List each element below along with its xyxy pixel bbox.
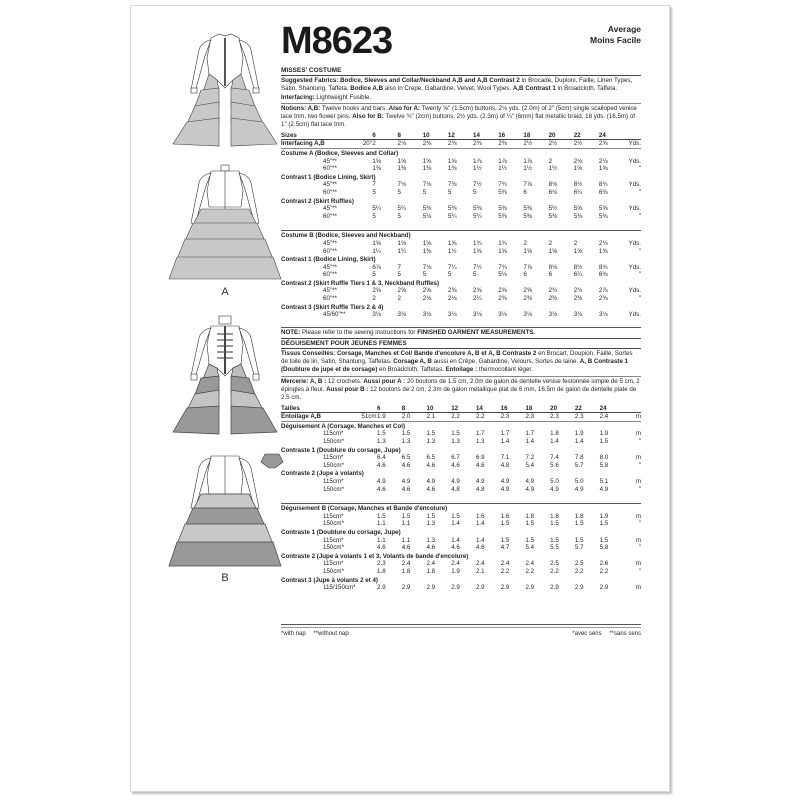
view-b-back-illustration <box>161 446 289 576</box>
size-column-header: 6 <box>377 404 402 413</box>
size-column-header: 10 <box>423 131 448 140</box>
yardage-row: 45"** 6⅞ 7 7⅛ 7¼ 7½ 7¾ 7⅞ 8⅛ 8½ 8¾ Yds. <box>323 263 641 271</box>
interfacing-row: Entoilage A,B 51cm 1.9 2.0 2.1 2.2 2.2 2.3 2.3 2.3 2.3 2.4 m <box>281 413 641 421</box>
nap-legend <box>281 631 641 637</box>
yardage-row: 115cm* 1.1 1.1 1.3 1.4 1.4 1.5 1.5 1.5 1.5 1.5 m <box>323 536 641 544</box>
fabric-group-title: Contraste 2 (Jupe à volants 1 et 3, Volants de bande d'encolure) <box>281 552 469 560</box>
yardage-row: 60"** 1⅜ 1⅜ 1⅜ 1⅜ 1½ 1½ 1½ 1½ 1⅝ 1⅝ " <box>323 165 641 173</box>
difficulty-rating <box>590 24 641 46</box>
yardage-row: 115cm* 1.5 1.5 1.5 1.5 1.7 1.7 1.7 1.8 1.9 1.9 m <box>323 430 641 438</box>
yardage-row: 150cm* 4.6 4.6 4.6 4.8 4.8 4.9 4.9 4.9 4.9 4.9 " <box>323 485 641 493</box>
size-column-header: 8 <box>402 404 427 413</box>
size-column-header: 12 <box>451 404 476 413</box>
french-yardage-table <box>281 404 641 592</box>
view-divider <box>281 493 641 504</box>
difficulty-en: Average <box>607 24 641 34</box>
fabric-group-title: Contrast 2 (Skirt Ruffle Tiers 1 & 3, Neckband Ruffles) <box>281 279 440 287</box>
pattern-number: M8623 <box>281 20 393 62</box>
with-nap-fr: *avec sens <box>572 630 602 637</box>
without-nap-fr: **sans sens <box>609 630 641 637</box>
size-column-header: 20 <box>550 404 575 413</box>
size-column-header: 20 <box>549 131 574 140</box>
yardage-row: 60"** 1¼ 1¼ 1⅜ 1½ 1⅝ 1⅝ 1⅝ 1⅝ 1⅝ 1⅝ " <box>323 247 641 255</box>
yardage-row: 150cm* 4.6 4.6 4.6 4.6 4.6 4.8 5.4 5.6 5.7 5.8 " <box>323 461 641 469</box>
size-column-header: 14 <box>476 404 501 413</box>
sizes-header-row: Sizes 6 8 10 12 14 16 18 20 22 24 <box>281 131 641 140</box>
size-column-header: 12 <box>448 131 473 140</box>
yardage-row: 115/150cm* 2.9 2.9 2.9 2.9 2.9 2.9 2.9 2.9 2.9 2.9 m <box>323 584 641 592</box>
neckband-detail-icon <box>261 454 283 468</box>
view-b-label: B <box>221 572 229 584</box>
fabric-group-title: Contrast 1 (Bodice Lining, Skirt) <box>281 256 376 264</box>
size-column-header: 14 <box>473 131 498 140</box>
english-section-title: MISSES' COSTUME <box>281 67 641 76</box>
fabric-group-title: Contraste 1 (Doublure du corsage, Jupe) <box>281 528 401 536</box>
yardage-row: 45"** 7 7⅛ 7⅛ 7⅜ 7½ 7¾ 7⅞ 8⅛ 8½ 8¾ Yds. <box>323 181 641 189</box>
view-b-front-illustration <box>161 314 289 439</box>
english-suggested-fabrics: Suggested Fabrics: Bodice, Sleeves and Collar/Neckband A,B and A,B Contrast 2 in Brocade, Dupioni, Faille, Linen Types, Satin, Shantung, Taffeta. Bodice A,B also in Crepe, Gabardine, Velvet, Wool Types. A,B Contrast 1 in Broadcloth, Taffeta. Interfacing: Lightweight Fusible. <box>281 76 641 104</box>
size-column-header: 22 <box>575 404 600 413</box>
yardage-row: 115cm* 2.3 2.4 2.4 2.4 2.4 2.4 2.4 2.5 2.5 2.6 m <box>323 560 641 568</box>
yardage-row: 150cm* 4.6 4.6 4.6 4.6 4.6 4.7 5.4 5.5 5.7 5.8 " <box>323 544 641 552</box>
yardage-row: 45"** 5¼ 5¼ 5⅜ 5⅜ 5⅜ 5⅜ 5⅜ 5½ 5⅝ 5⅝ Yds. <box>323 205 641 213</box>
size-column-header: 16 <box>501 404 526 413</box>
size-column-header: 10 <box>427 404 452 413</box>
french-section-title: DÉGUISEMENT POUR JEUNES FEMMES <box>281 340 641 349</box>
size-column-header: 22 <box>574 131 599 140</box>
sizes-header-row: Tailles 6 8 10 12 14 16 18 20 22 24 <box>281 404 641 413</box>
fabric-group-title: Costume A (Bodice, Sleeves and Collar) <box>281 149 399 157</box>
fabric-group-title: Costume B (Bodice, Sleeves and Neckband) <box>281 232 411 240</box>
size-column-header: 8 <box>398 131 423 140</box>
yardage-row: 45/60"** 3⅛ 3⅛ 3⅛ 3⅛ 3⅛ 3⅛ 3⅛ 3⅛ 3⅛ 3⅛ Yds. <box>323 311 641 319</box>
difficulty-fr: Moins Facile <box>589 35 641 45</box>
pattern-info <box>281 21 641 637</box>
yardage-row: 60"** 5 5 5 5 5 5⅛ 6 6 6¼ 6⅜ " <box>323 271 641 279</box>
fabric-group-title: Contrast 2 (Skirt Ruffles) <box>281 197 354 205</box>
footer-divider <box>281 624 641 628</box>
size-column-header: 6 <box>372 131 397 140</box>
yardage-row: 45"** 1⅝ 1⅝ 1⅝ 1⅝ 1¾ 1¾ 2 2 2 2⅛ Yds. <box>323 239 641 247</box>
yardage-row: 60"** 5 5 5 5 5 5⅜ 6 6⅛ 6¼ 6⅜ " <box>323 188 641 196</box>
yardage-row: 45"** 2⅝ 2⅝ 2⅝ 2⅝ 2⅝ 2⅝ 2⅝ 2¾ 2¾ 2⅞ Yds. <box>323 287 641 295</box>
english-yardage-table <box>281 131 641 319</box>
pattern-envelope-back <box>130 5 670 792</box>
yardage-row: 150cm* 1.8 1.8 1.8 1.9 2.1 2.2 2.2 2.2 2.2 2.2 " <box>323 567 641 575</box>
size-column-header: 18 <box>525 404 550 413</box>
fabric-group-title: Déguisement A (Corsage, Manches et Col) <box>281 422 406 430</box>
size-column-header: 16 <box>498 131 523 140</box>
fabric-group-title: Contrast 1 (Bodice Lining, Skirt) <box>281 173 376 181</box>
view-divider <box>281 220 641 231</box>
fabric-group-title: Contraste 2 (Jupe à volants) <box>281 470 364 478</box>
yardage-row: 115cm* 4.9 4.9 4.9 4.9 4.9 4.9 4.9 5.0 5.0 5.1 m <box>323 477 641 485</box>
with-nap-en: *with nap <box>281 630 306 637</box>
english-notions: Notions: A,B: Twelve hooks and bars. Also for A: Twenty ⅝" (1.5cm) buttons, 2⅛ yds. (2.0m) of 2" (5cm) single scalloped venice lace trim, two flower pins. Also for B: Twelve ¾" (2cm) buttons, 2½ yds. (2.3m) of ¼" (6mm) flat metallic braid, 18 yds. (16.5m) of 1" (2.5cm) flat lace trim. <box>281 104 637 129</box>
fabric-group-title: Contraste 1 (Doublure du corsage, Jupe) <box>281 446 401 454</box>
finished-measurements-note: NOTE: Please refer to the sewing instructions for FINISHED GARMENT MEASUREMENTS. <box>281 327 641 339</box>
size-column-header: 18 <box>523 131 548 140</box>
french-suggested-fabrics: Tissus Conseillés: Corsage, Manches et Col/ Bande d'encolure A, B et A, B Contraste 2 en Brocart, Doupion, Faille, Sortes de toile de lin, Satin, Shantung, Taffetas. Corsage A, B aussi en Crêpe, Gabardine, Velours, Sortes de laine. A, B Contraste 1 (Doublure de jupe et de corsage) en Broadcloth, Taffetas. Entoilage : thermocollant léger. <box>281 349 641 377</box>
view-a-label: A <box>221 286 229 298</box>
french-notions: Mercerie: A, B : 12 crochets. Aussi pour A : 20 boutons de 1.5 cm, 2.0m de galon de dentelle venise festonnée simple de 5 cm, 2 épingles à fleur. Aussi pour B : 12 boutons de 2 cm, 2.3m de galon métallique plat de 6 mm, 16.5m de galon de dentelle plate de 2.5 cm. <box>281 377 640 402</box>
interfacing-row: Interfacing A,B 20" 2 2⅛ 2⅜ 2⅜ 2⅜ 2⅜ 2½ 2½ 2½ 2⅝ Yds. <box>281 140 641 148</box>
yardage-row: 60"** 5 5 5⅛ 5¼ 5¼ 5⅜ 5⅜ 5⅜ 5⅜ 5⅜ " <box>323 212 641 220</box>
fabric-group-title: Contrast 3 (Jupe à volants 2 et 4) <box>281 576 378 584</box>
yardage-row: 150cm* 1.1 1.1 1.3 1.4 1.4 1.5 1.5 1.5 1.5 1.5 " <box>323 520 641 528</box>
yardage-row: 150cm* 1.3 1.3 1.3 1.3 1.3 1.4 1.4 1.4 1.4 1.5 " <box>323 438 641 445</box>
size-column-header: 24 <box>600 404 625 413</box>
yardage-row: 115cm* 6.4 6.5 6.5 6.7 6.9 7.1 7.2 7.4 7.8 8.0 m <box>323 454 641 462</box>
view-a-front-illustration <box>161 28 289 153</box>
without-nap-en: **without nap <box>313 630 349 637</box>
illustrations-column <box>161 6 289 791</box>
view-a-back-illustration <box>161 161 289 286</box>
yardage-row: 45"** 1⅝ 1⅝ 1⅝ 1⅝ 1⅞ 1⅞ 1⅞ 2 2⅛ 2⅛ Yds. <box>323 157 641 165</box>
yardage-row: 60"** 2 2 2⅛ 2⅛ 2¼ 2⅜ 2⅜ 2⅜ 2⅜ 2⅜ " <box>323 295 641 303</box>
fabric-group-title: Contrast 3 (Skirt Ruffle Tiers 2 & 4) <box>281 303 384 311</box>
fabric-group-title: Déguisement B (Corsage, Manches et Bande d'encolure) <box>281 505 448 513</box>
size-column-header: 24 <box>599 131 624 140</box>
yardage-row: 115cm* 1.5 1.5 1.5 1.5 1.6 1.6 1.8 1.8 1.8 1.9 m <box>323 512 641 520</box>
